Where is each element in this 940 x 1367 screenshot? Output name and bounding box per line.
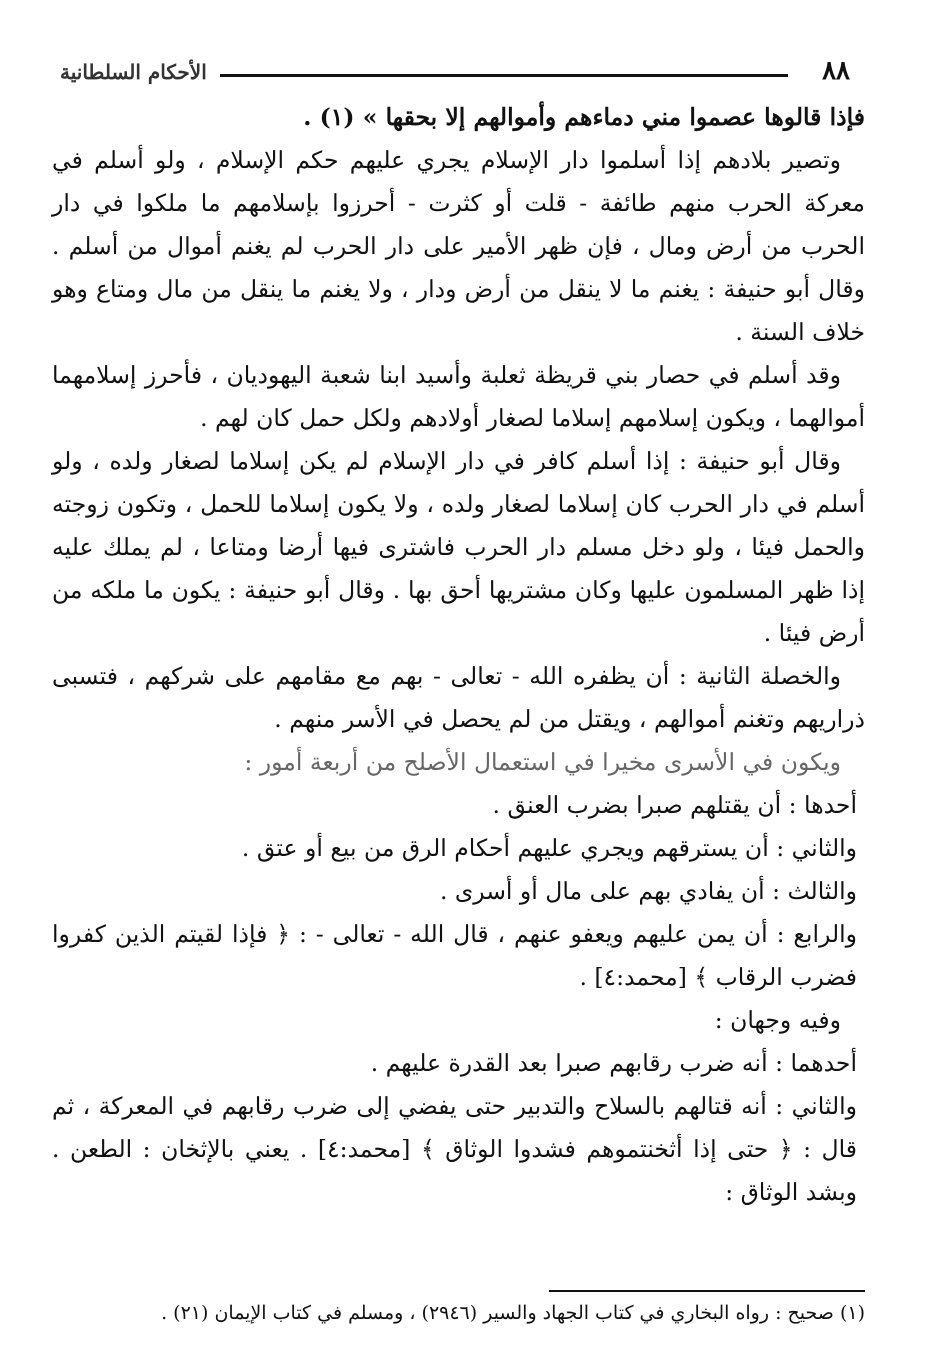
page-header (60, 56, 850, 90)
paragraph: ويكون في الأسرى مخيرا في استعمال الأصلح من أربعة أمور : (244, 748, 841, 776)
footnote-rule (549, 1290, 865, 1292)
paragraph: وقال أبو حنيفة : إذا أسلم كافر في دار الإسلام لم يكن إسلاما لصغار ولده ، ولو أسلم في دار الحرب كان إسلاما لصغار ولده ، ولا يكون إسلاما للحمل ، وتكون زوجته والحمل فيئا ، ولو دخل مسلم دار الحرب فاشترى فيها أرضا ومتاعا ، لم يملك عليه إذا ظهر المسلمون عليها وكان مشتريها أحق بها . وقال أبو حنيفة : يكون ما ملكه من أرض فيئا . (52, 447, 865, 647)
list-item: والثاني : أنه قتالهم بالسلاح والتدبير حتى يفضي إلى ضرب رقابهم في المعركة ، ثم قال : ﴿ حتى إذا أثخنتموهم فشدوا الوثاق ﴾ [محمد:٤] . يعني بالإثخان : الطعن . وبشد الوثاق : (52, 1092, 857, 1206)
list-item: والثاني : أن يسترقهم ويجري عليهم أحكام الرق من بيع أو عتق . (241, 834, 857, 862)
list-item: والثالث : أن يفادي بهم على مال أو أسرى . (439, 877, 857, 905)
main-text (52, 96, 865, 1214)
book-title: الأحكام السلطانية (60, 60, 207, 84)
page-number: ٨٨ (822, 56, 850, 86)
paragraph: وقد أسلم في حصار بني قريظة ثعلبة وأسيد ابنا شعبة اليهوديان ، فأحرز إسلامهما أموالهما ، ويكون إسلامهم إسلاما لصغار أولادهم ولكل حمل كان لهم . (52, 361, 865, 432)
header-rule (220, 74, 788, 77)
paragraph: وفيه وجهان : (714, 1006, 841, 1034)
footnote: (١) صحيح : رواه البخاري في كتاب الجهاد والسير (٢٩٤٦) ، ومسلم في كتاب الإيمان (٢١) . (161, 1302, 865, 1324)
list-item: والرابع : أن يمن عليهم ويعفو عنهم ، قال الله - تعالى - : ﴿ فإذا لقيتم الذين كفروا فضرب الرقاب ﴾ [محمد:٤] . (52, 920, 857, 991)
list-item: أحدهما : أنه ضرب رقابهم صبرا بعد القدرة عليهم . (370, 1049, 857, 1077)
paragraph: وتصير بلادهم إذا أسلموا دار الإسلام يجري عليهم حكم الإسلام ، ولو أسلم في معركة الحرب منهم طائفة - قلت أو كثرت - أحرزوا بإسلامهم ما ملكوا في دار الحرب من أرض ومال ، فإن ظهر الأمير على دار الحرب لم يغنم أموال من أسلم . وقال أبو حنيفة : يغنم ما لا ينقل من أرض ودار ، ولا يغنم ما ينقل من مال ومتاع وهو خلاف السنة . (52, 146, 865, 346)
paragraph: والخصلة الثانية : أن يظفره الله - تعالى - بهم مع مقامهم على شركهم ، فتسبى ذراريهم وتغنم أموالهم ، ويقتل من لم يحصل في الأسر منهم . (52, 662, 865, 733)
hadith-continuation: فإذا قالوها عصموا مني دماءهم وأموالهم إلا بحقها » (١) . (303, 103, 865, 131)
list-item: أحدها : أن يقتلهم صبرا بضرب العنق . (492, 791, 857, 819)
